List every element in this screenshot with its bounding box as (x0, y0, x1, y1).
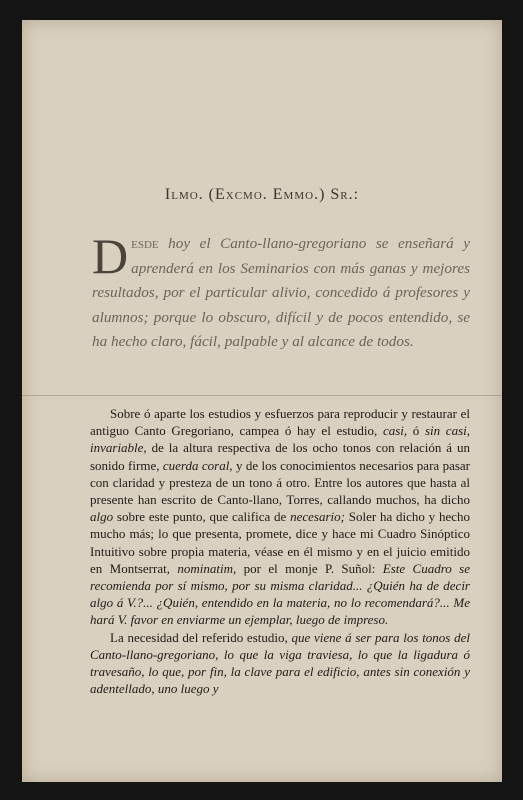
letter-page (22, 20, 502, 782)
intro-text: hoy el Canto-llano-gregoriano se enseñará y aprenderá en los Seminarios con más ganas y mejores resultados, por el particular alivio, concedido á profesores y alumnos; porque lo obscuro, difícil y de pocos entendido, se ha hecho claro, fácil, palpable y al alcance de todos. (92, 235, 470, 350)
body-text (90, 405, 470, 697)
p1-text: de la altura respectiva de los ocho tonos con relación á un sonido firme, (90, 440, 470, 473)
paragraph-1 (90, 405, 470, 629)
p1-text: y de los conocimientos necesarios para pasar con claridad y presteza de un tono á otro. Entre los autores que hasta al presente han escrito de Canto-llano, Torres, callando muchos, ha dicho (90, 457, 470, 508)
fold-crease (22, 395, 502, 396)
p1-text: sobre este punto, que califica de (113, 509, 291, 525)
p1-text: Soler ha dicho y hecho mucho más; lo que presenta, promete, dice y hace mi Cuadro Sinóptico Intuitivo sobre propia materia, véase en él mismo y en el juicio emitido en Montserrat, (90, 509, 470, 576)
intro-first-word: esde (131, 235, 159, 252)
salutation: Ilmo. (Excmo. Emmo.) Sr.: (164, 186, 360, 203)
p1-italic: nominatim, (177, 560, 237, 576)
p1-italic: necesario; (290, 509, 345, 525)
paragraph-2 (90, 629, 470, 698)
p1-text: por el monje P. Suñol: (236, 560, 383, 576)
p1-italic: cuerda coral, (162, 457, 233, 473)
intro-paragraph (92, 228, 470, 355)
p2-italic: que viene á ser para los tonos del Canto-llano-gregoriano, lo que la viga traviesa, lo que la ligadura ó travesaño, lo que, por fin, la clave para el edificio, antes sin conexión y adentellado, uno luego y (90, 629, 470, 697)
drop-cap: D (92, 228, 129, 284)
p1-text: ó (407, 423, 425, 439)
p2-text: La necesidad del referido estudio, (110, 629, 292, 645)
p1-italic: Este Cuadro se recomienda por sí mismo, por su misma claridad... ¿Quién ha de decir algo á V.?... ¿Quién, entendido en la materia, no lo recomendará?... Me hará V. favor en enviarme un ejemplar, luego de impreso. (90, 560, 471, 628)
p1-italic: algo (90, 509, 114, 525)
p1-italic: casi, (382, 423, 408, 439)
p1-text: Sobre ó aparte los estudios y esfuerzos para reproducir y restaurar el antiguo Canto Gregoriano, campea ó hay el estudio, (90, 406, 470, 439)
p1-italic: sin casi, invariable, (90, 423, 470, 456)
